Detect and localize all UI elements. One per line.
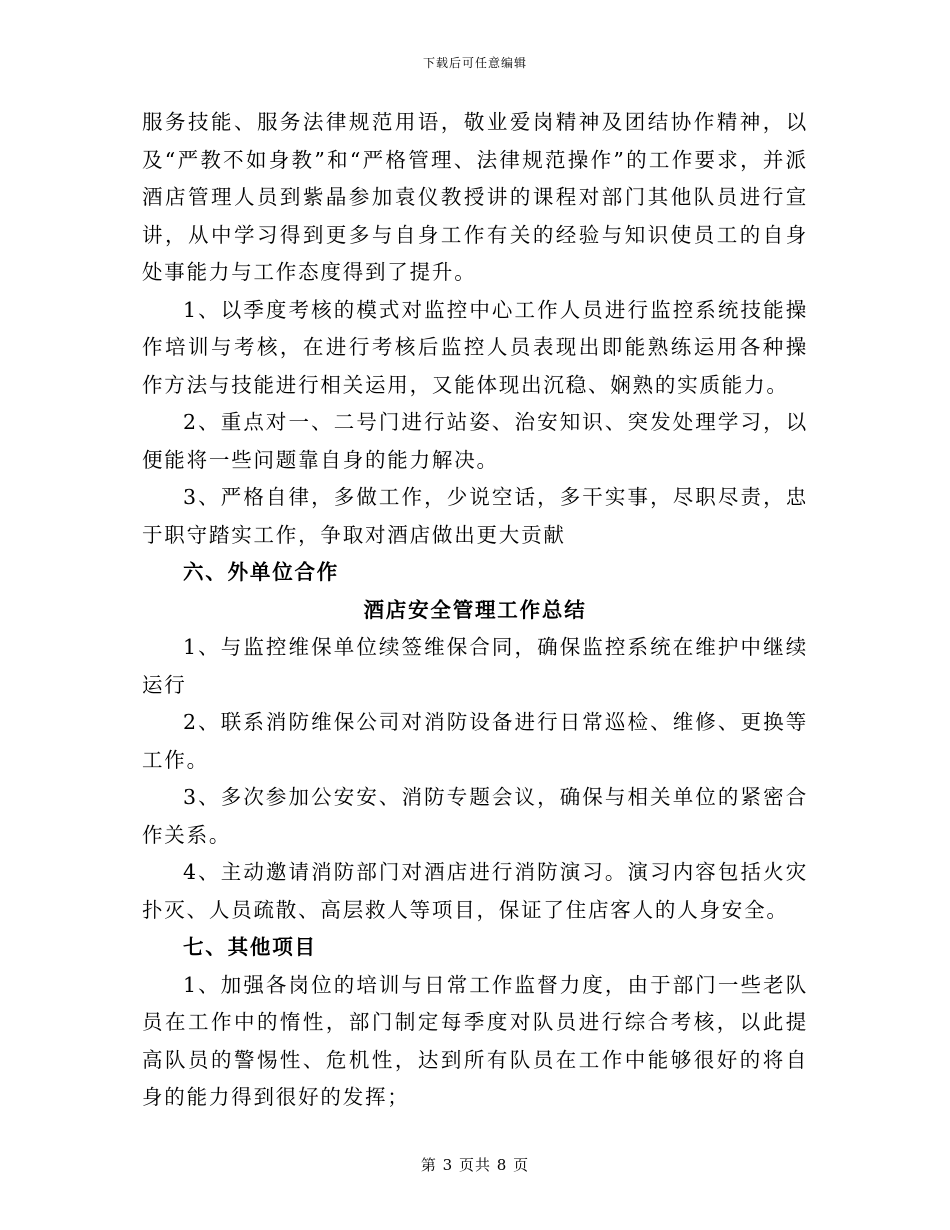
document-title: 酒店安全管理工作总结 <box>363 597 587 622</box>
section7-item-1: 1、加强各岗位的培训与日常工作监督力度，由于部门一些老队员在工作中的惰性，部门制定每季度对队员进行综合考核，以此提高队员的警惕性、危机性，达到所有队员在工作中能够很好的将自身的能力得到很好的发挥； <box>142 972 808 1109</box>
document-body <box>142 104 808 1117</box>
section6-item-4: 4、主动邀请消防部门对酒店进行消防演习。演习内容包括火灾扑灭、人员疏散、高层救人等项目，保证了住店客人的人身安全。 <box>142 860 808 922</box>
page-header: 下载后可任意编辑 <box>422 56 527 70</box>
section-heading-6: 六、外单位合作 <box>183 560 340 584</box>
paragraph-intro: 服务技能、服务法律规范用语，敬业爱岗精神及团结协作精神，以及“严教不如身教”和“严格管理、法律规范操作”的工作要求，并派酒店管理人员到紫晶参加袁仪教授讲的课程对部门其他队员进行宣讲，从中学习得到更多与自身工作有关的经验与知识使员工的自身处事能力与工作态度得到了提升。 <box>142 110 808 284</box>
section6-item-3: 3、多次参加公安安、消防专题会议，确保与相关单位的紧密合作关系。 <box>142 785 808 847</box>
section6-item-1: 1、与监控维保单位续签维保合同，确保监控系统在维护中继续运行 <box>142 635 808 697</box>
paragraph-item-1: 1、以季度考核的模式对监控中心工作人员进行监控系统技能操作培训与考核，在进行考核后监控人员表现出即能熟练运用各种操作方法与技能进行相关运用，又能体现出沉稳、娴熟的实质能力。 <box>142 297 808 397</box>
section-heading-7: 七、其他项目 <box>183 935 317 959</box>
section6-item-2: 2、联系消防维保公司对消防设备进行日常巡检、维修、更换等工作。 <box>142 710 808 772</box>
paragraph-item-3: 3、严格自律，多做工作，少说空话，多干实事，尽职尽责，忠于职守踏实工作，争取对酒店做出更大贡献 <box>142 485 808 547</box>
page-number-footer: 第 3 页共 8 页 <box>420 1156 530 1174</box>
paragraph-item-2: 2、重点对一、二号门进行站姿、治安知识、突发处理学习，以便能将一些问题靠自身的能力解决。 <box>142 410 808 472</box>
